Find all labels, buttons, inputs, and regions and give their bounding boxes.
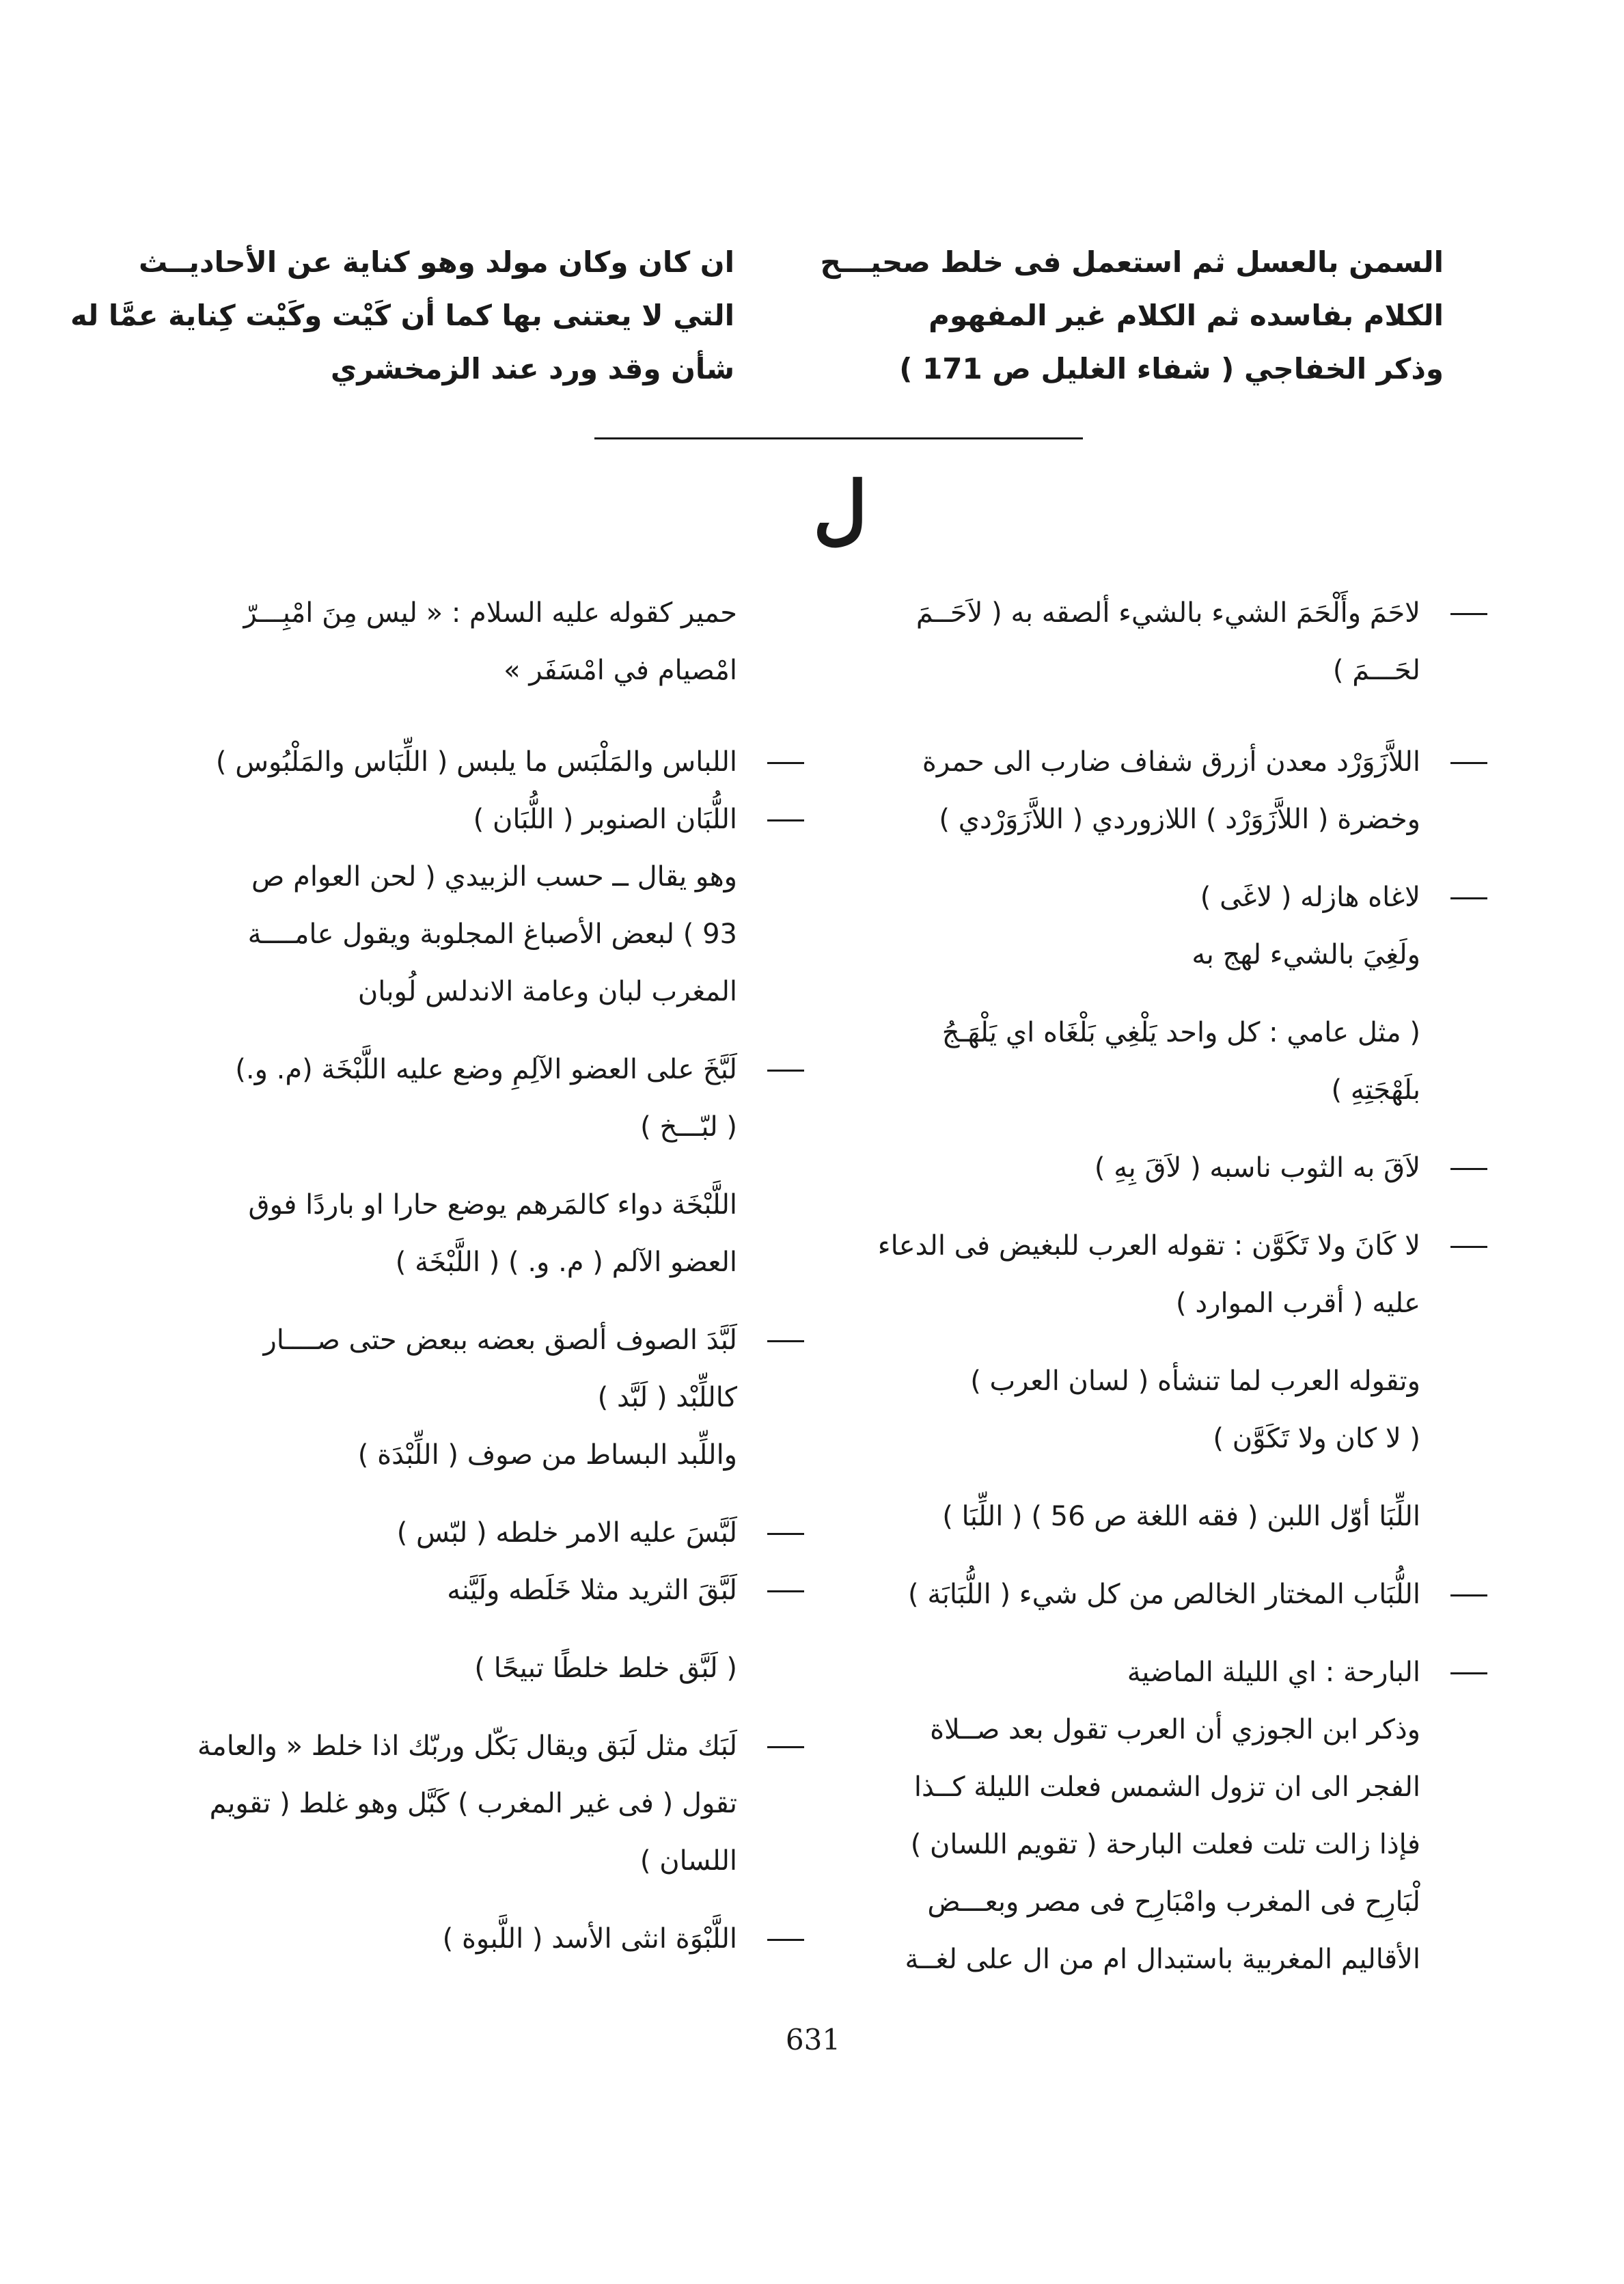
dictionary-entry: لاحَمَ وأَلْحَمَ الشيء بالشيء ألصقه به ( لاَحَــمَ لحَـــمَ ) [916, 597, 1420, 686]
entry-continuation: اللِّبَا أوّل اللبن ( فقه اللغة ص 56 ) ( اللِّبَا ) [942, 1501, 1420, 1532]
entry-continuation: واللِّبد البساط من صوف ( اللِّبْدَة ) [357, 1439, 737, 1471]
right-column [736, 584, 1487, 1988]
entry-continuation: ( مثل عامي : كل واحد يَلْغِي بَلْغَاه اي يَلْهَـجُ بلَهْجَتِهِ ) [941, 1017, 1420, 1106]
top-right-paragraph [740, 236, 1444, 396]
entry-continuation: ( لَبَّق خلط خلطًا تبيحًا ) [474, 1653, 737, 1684]
text-line: وذكر الخفاجي ( شفاء الغليل ص 171 ) [899, 352, 1444, 385]
dictionary-entry: البارحة : اي الليلة الماضية وذكر ابن الجوزي أن العرب تقول بعد صــلاة الفجر الى ان تزول الشمس فعلت الليلة كــذا فإذا زالت تلت فعلت البارحة ( تقويم اللسان ) لْبَارِح فى المغرب وامْبَارِح فى مصر وبعـــض الأقاليم المغربية باستبدال ام من ال على لغــة [905, 1657, 1420, 1975]
dictionary-entry: اللَّبْوَة انثى الأسد ( اللَّبوة ) [442, 1923, 737, 1955]
dictionary-entry: لَبَك مثل لَبَق ويقال بَكّل وربّك اذا خلط « والعامة تقول ( فى غير المغرب ) كَبَّل وهو غلط ( تقويم اللسان ) [197, 1730, 737, 1877]
entry-continuation: اللَّبْخَة دواء كالمَرهم يوضع حارا او باردًا فوق العضو الآلم ( م. و. ) ( اللَّبْخَة ) [248, 1189, 737, 1278]
dictionary-entry: لاغاه هازله ( لاغَى ) [1200, 882, 1420, 913]
text-line: الكلام بفاسده ثم الكلام غير المفهوم [928, 299, 1444, 332]
section-letter: ل [813, 465, 868, 553]
dictionary-entry: اللباس والمَلْبَس ما يلبس ( اللِّبَاس والمَلْبُوس ) [215, 746, 737, 778]
dictionary-entry: لاَقَ به الثوب ناسبه ( لاَقَ بِهِ ) [1094, 1152, 1420, 1184]
dictionary-entry: لا كَانَ ولا تَكَوَّن : تقوله العرب للبغيض فى الدعاء عليه ( أقرب الموارد ) [877, 1230, 1420, 1319]
dictionary-entry: لَبَّخَ على العضو الآلِمِ وضع عليه اللَّبْخَة (م. و.) ( لبّـــخ ) [235, 1054, 737, 1143]
dictionary-entry: اللُّبَاب المختار الخالص من كل شيء ( اللُّبَابَة ) [908, 1579, 1420, 1610]
dictionary-entry: لَبَّقَ الثريد مثلا خَلَطه ولَيَّنه [447, 1575, 737, 1606]
text-line: التي لا يعتنى بها كما أن كَيْت وكَيْت كِناية عمَّا له [70, 299, 734, 332]
entry-continuation: وتقوله العرب لما تنشأه ( لسان العرب ) ( لا كان ولا تَكَوَّن ) [970, 1365, 1420, 1454]
entry-continuation: وهو يقال ــ حسب الزبيدي ( لحن العوام ص 93 ) لبعض الأصباغ المجلوبة ويقول عامــــة المغرب لبان وعامة الاندلس لُوبان [247, 861, 737, 1007]
page-number: 631 [785, 2023, 841, 2056]
dictionary-entry: لَبَّدَ الصوف ألصق بعضه ببعض حتى صــــار كاللِّبْد ( لَبَّد ) [263, 1324, 737, 1413]
left-column [80, 584, 804, 1968]
entry-continuation: ولَغِيَ بالشيء لهج به [1192, 939, 1420, 970]
dictionary-entry: اللاَّزَوَرْد معدن أزرق شفاف ضارب الى حمرة وخضرة ( اللاَّزَوَرْد ) اللازوردي ( اللاَّزَوَرْدي ) [922, 746, 1420, 835]
top-left-paragraph [70, 236, 734, 396]
text-line: ان كان وكان مولد وهو كناية عن الأحاديــث [139, 245, 734, 279]
text-line: شأن وقد ورد عند الزمخشري [330, 352, 734, 385]
section-divider [594, 437, 1083, 439]
text-line: السمن بالعسل ثم استعمل فى خلط صحيـــح [820, 245, 1444, 279]
dictionary-entry: لَبَّسَ عليه الامر خلطه ( لبّس ) [396, 1517, 737, 1549]
entry-continuation: حمير كقوله عليه السلام : « ليس مِنَ امْبِـــرّ امْصيام في امْسَفَر » [243, 597, 737, 686]
dictionary-entry: اللُّبَان الصنوبر ( اللُّبَان ) [473, 804, 737, 835]
